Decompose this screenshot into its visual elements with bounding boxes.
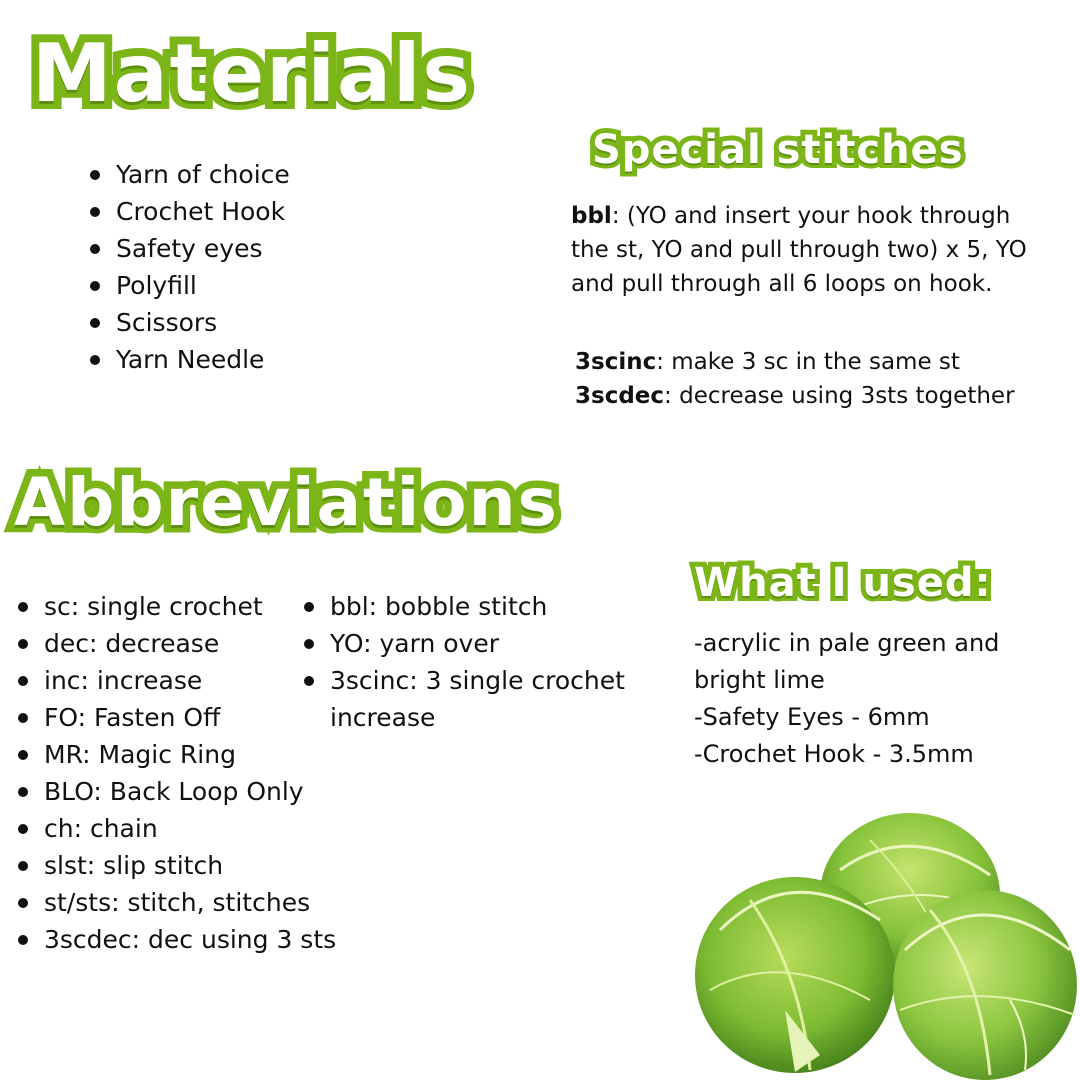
- list-item: ch: chain: [16, 810, 336, 847]
- sprout-right: [893, 890, 1077, 1080]
- list-item: inc: increase: [16, 662, 336, 699]
- 3scinc-definition: [575, 345, 1065, 379]
- materials-heading: Materials: [32, 27, 472, 120]
- 3scdec-text: : decrease using 3sts together: [664, 383, 1015, 409]
- brussels-sprouts-illustration: [690, 800, 1080, 1080]
- list-item: Scissors: [88, 304, 290, 341]
- list-item-continuation: increase: [330, 703, 436, 732]
- 3scdec-term: 3scdec: [575, 383, 665, 409]
- list-item: bbl: bobble stitch: [302, 588, 625, 625]
- 3scdec-definition: [575, 379, 1065, 413]
- list-item: MR: Magic Ring: [16, 736, 336, 773]
- list-item: Polyfill: [88, 267, 290, 304]
- materials-list: [88, 156, 290, 378]
- used-line: -Safety Eyes - 6mm: [694, 703, 930, 731]
- list-item: dec: decrease: [16, 625, 336, 662]
- special-stitches-heading: Special stitches: [592, 127, 964, 173]
- 3scinc-text: : make 3 sc in the same st: [656, 349, 960, 375]
- list-item: 3scdec: dec using 3 sts: [16, 921, 336, 958]
- list-item: Yarn Needle: [88, 341, 290, 378]
- bbl-text: : (YO and insert your hook through the st, YO and pull through two) x 5, YO and pull through all 6 loops on hook.: [571, 203, 1027, 297]
- used-line: -Crochet Hook - 3.5mm: [694, 740, 974, 768]
- list-item: YO: yarn over: [302, 625, 625, 662]
- used-line: bright lime: [694, 666, 825, 694]
- list-item: FO: Fasten Off: [16, 699, 336, 736]
- list-item: st/sts: stitch, stitches: [16, 884, 336, 921]
- list-item: 3scinc: 3 single crochet: [302, 662, 625, 699]
- list-item: Yarn of choice: [88, 156, 290, 193]
- list-item: BLO: Back Loop Only: [16, 773, 336, 810]
- abbreviations-list-1: [16, 588, 336, 958]
- what-i-used-list: [694, 625, 1064, 773]
- what-i-used-heading: What I used:: [694, 560, 992, 606]
- sprout-left: [695, 877, 895, 1073]
- used-line: -acrylic in pale green and: [694, 629, 1000, 657]
- abbreviations-heading: Abbreviations: [14, 464, 559, 541]
- list-item: Safety eyes: [88, 230, 290, 267]
- list-item: sc: single crochet: [16, 588, 336, 625]
- 3scinc-term: 3scinc: [575, 349, 657, 375]
- list-item: slst: slip stitch: [16, 847, 336, 884]
- abbreviations-list-2: [302, 588, 625, 736]
- bbl-term: bbl: [571, 203, 612, 229]
- bbl-definition: [571, 199, 1051, 301]
- list-item: Crochet Hook: [88, 193, 290, 230]
